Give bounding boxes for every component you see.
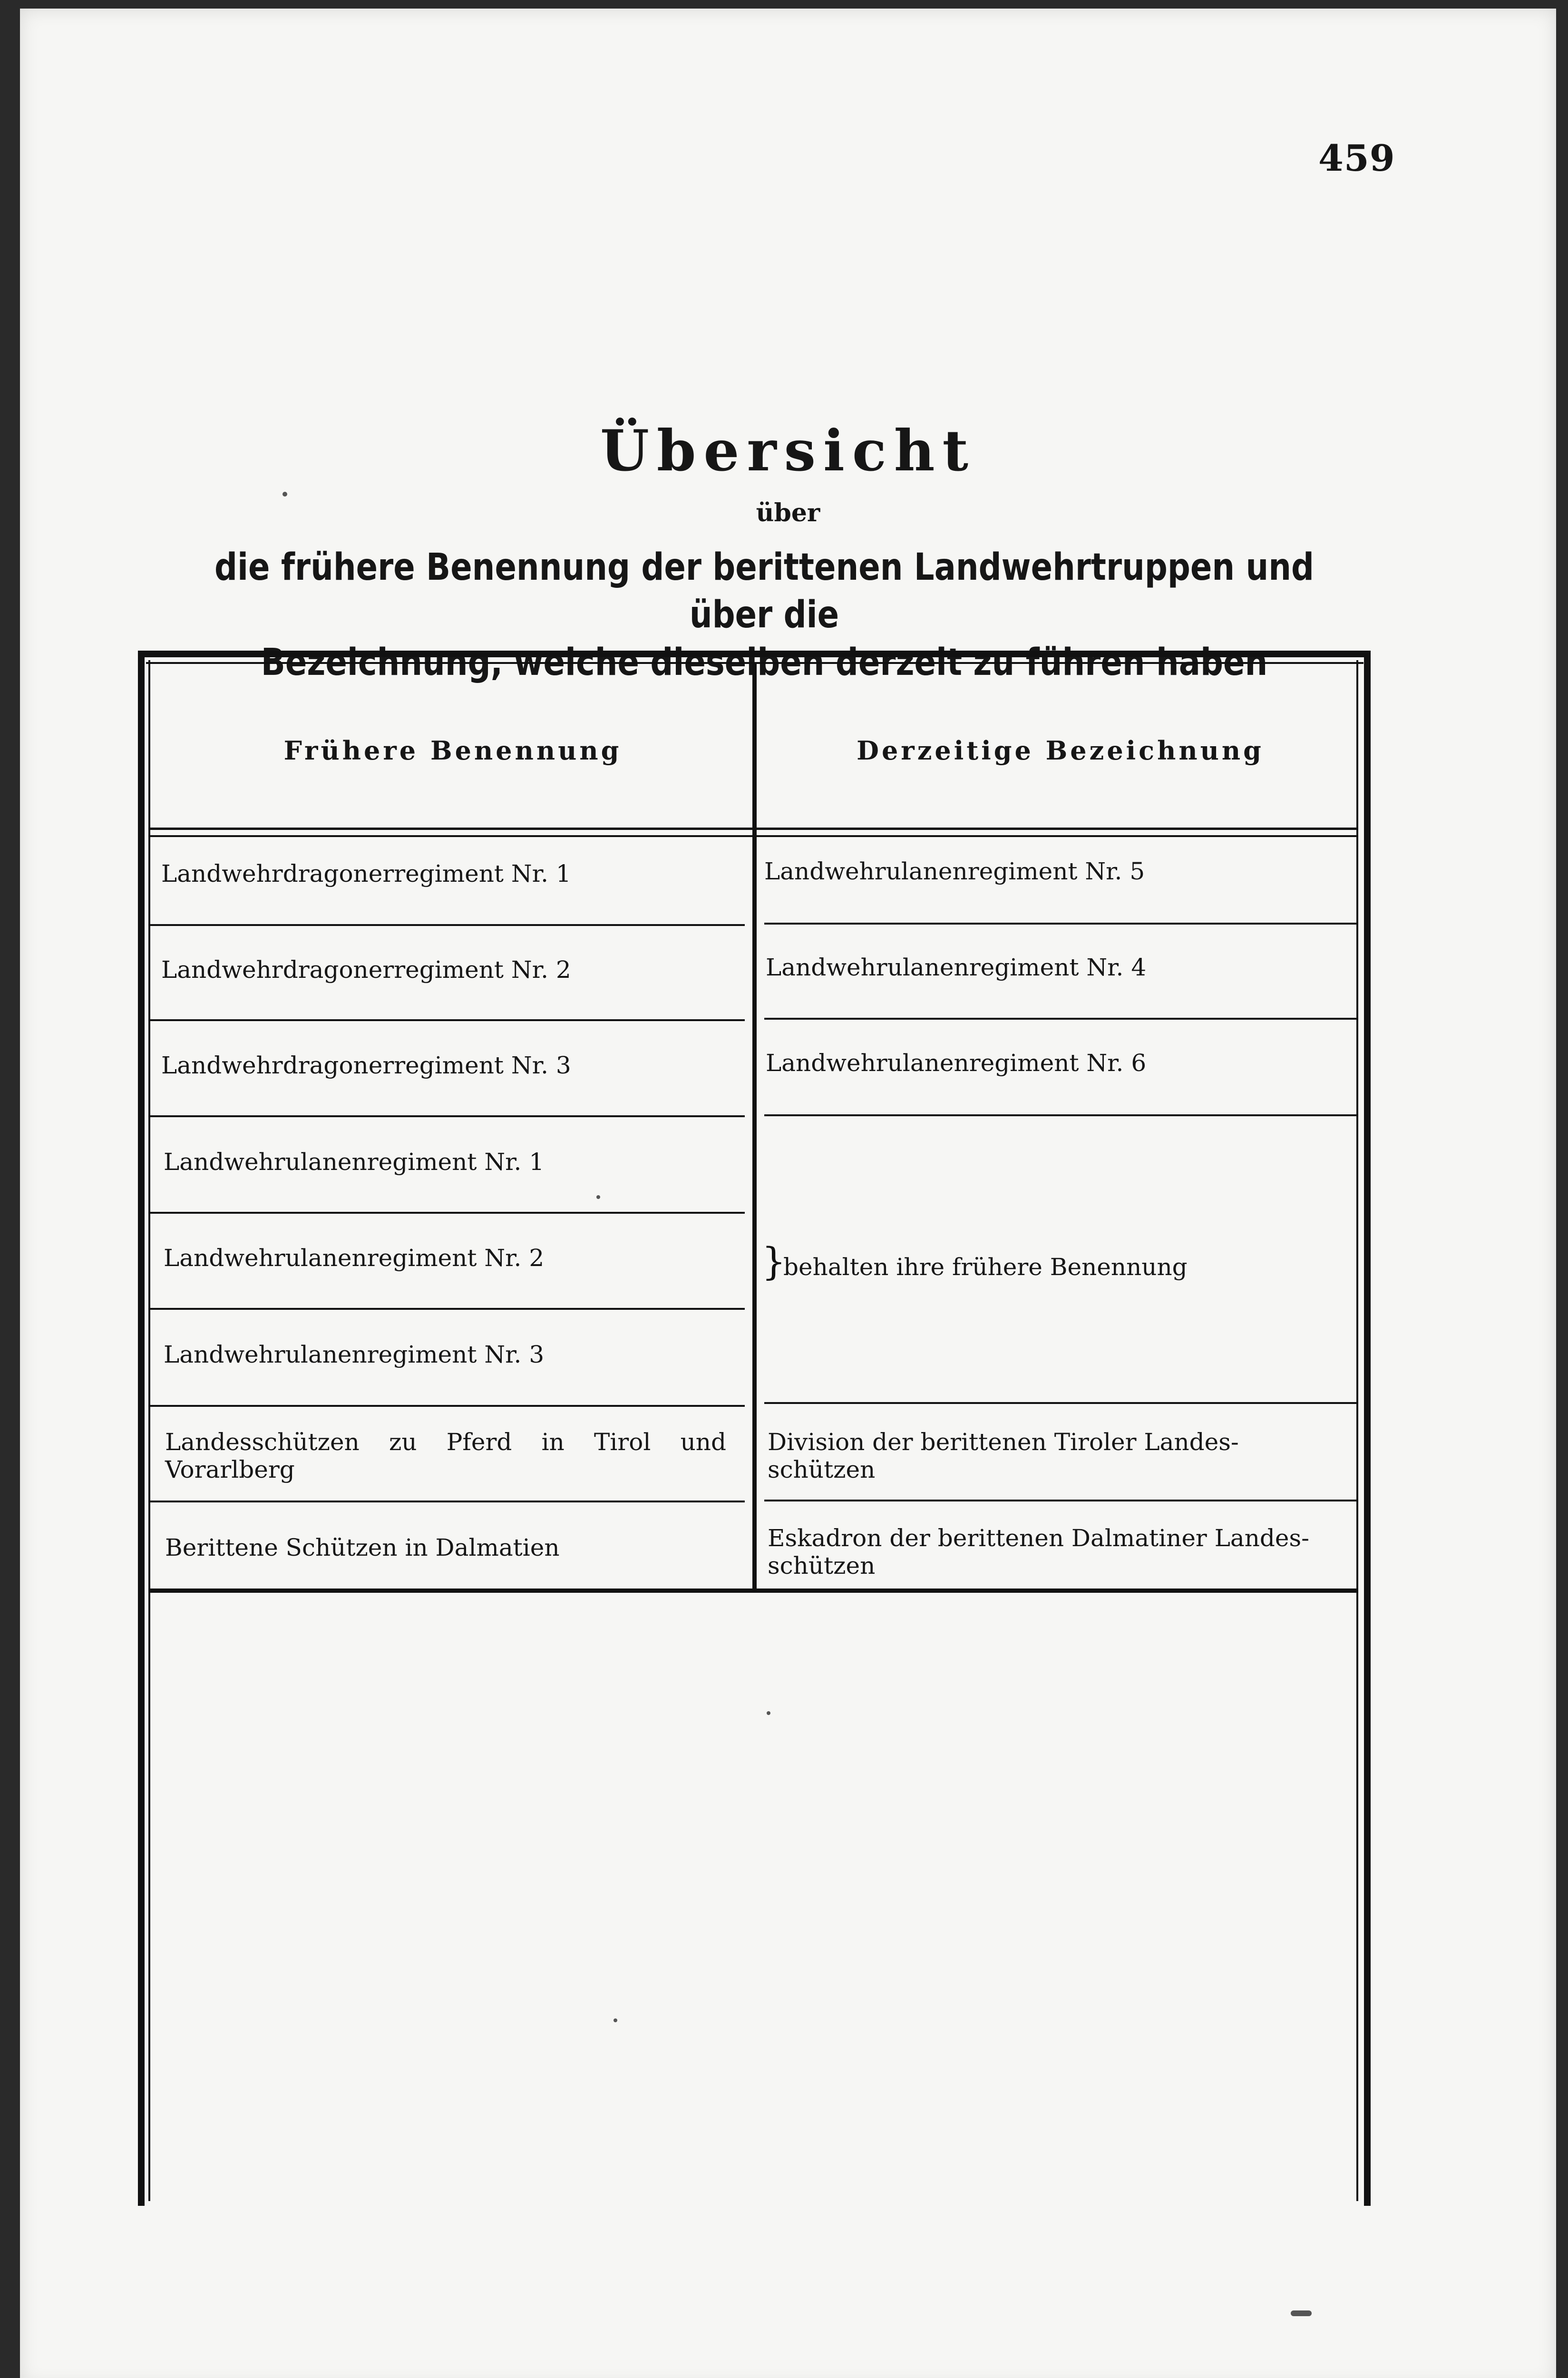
scanned-page [20, 9, 1556, 2378]
table-bottom-rule [149, 1589, 1357, 1593]
right-cell-3: Landwehrulanenregiment Nr. 6 [766, 1049, 1147, 1077]
page-number: 459 [1318, 137, 1395, 179]
table-right-inner-border [1356, 660, 1358, 2201]
left-cell-3: Landwehrdragonerregiment Nr. 3 [161, 1052, 571, 1079]
right-cell-2: Landwehrulanenregiment Nr. 4 [766, 954, 1147, 981]
scan-speck-5 [1291, 2310, 1312, 2316]
grouped-right-cell: behalten ihre frühere Benennung [783, 1253, 1188, 1281]
table-right-border [1364, 651, 1371, 2206]
right-cell-7: Division der berittenen Tiroler Landes-schützen [768, 1428, 1239, 1483]
left-row-divider-1 [149, 924, 745, 926]
scan-speck-4 [614, 2018, 617, 2022]
subtitle-line-1: die frühere Benennung der berittenen Landwehrtruppen und über die [214, 546, 1315, 636]
naming-table [20, 9, 1556, 2378]
left-cell-6: Landwehrulanenregiment Nr. 3 [164, 1341, 545, 1368]
scan-speck-1 [282, 492, 287, 497]
left-cell-7: Landesschützen zu Pferd in Tirol und Vorarlberg [165, 1428, 726, 1483]
left-cell-8: Berittene Schützen in Dalmatien [165, 1534, 560, 1561]
right-row-divider-2 [764, 1018, 1356, 1020]
right-cell-1: Landwehrulanenregiment Nr. 5 [764, 858, 1145, 885]
right-row-divider-3 [764, 1114, 1356, 1116]
scan-speck-2 [596, 1195, 600, 1199]
header-previous-name: Frühere Benennung [283, 735, 622, 766]
left-cell-4: Landwehrulanenregiment Nr. 1 [164, 1148, 545, 1176]
left-row-divider-2 [149, 1019, 745, 1021]
left-cell-1: Landwehrdragonerregiment Nr. 1 [161, 860, 571, 887]
column-divider [752, 664, 757, 1589]
document-title: Übersicht [600, 418, 976, 484]
left-cell-2: Landwehrdragonerregiment Nr. 2 [161, 956, 571, 984]
grouping-brace: } [761, 1239, 786, 1284]
right-row-divider-4 [764, 1402, 1356, 1404]
left-row-divider-3 [149, 1115, 745, 1117]
header-current-designation: Derzeitige Bezeichnung [857, 735, 1264, 766]
table-left-inner-border [148, 660, 150, 2201]
left-row-divider-4 [149, 1212, 745, 1214]
scan-speck-3 [767, 1711, 770, 1715]
right-cell-8: Eskadron der berittenen Dalmatiner Landes-schützen [768, 1524, 1310, 1579]
right-row-divider-1 [764, 923, 1356, 925]
subtitle-preposition: über [756, 498, 820, 527]
left-row-divider-5 [149, 1308, 745, 1310]
left-cell-5: Landwehrulanenregiment Nr. 2 [164, 1244, 545, 1272]
table-top-border [138, 651, 1371, 657]
left-row-divider-6 [149, 1405, 745, 1407]
left-row-divider-7 [149, 1501, 745, 1502]
right-row-divider-5 [764, 1500, 1356, 1501]
table-left-border [138, 651, 145, 2206]
